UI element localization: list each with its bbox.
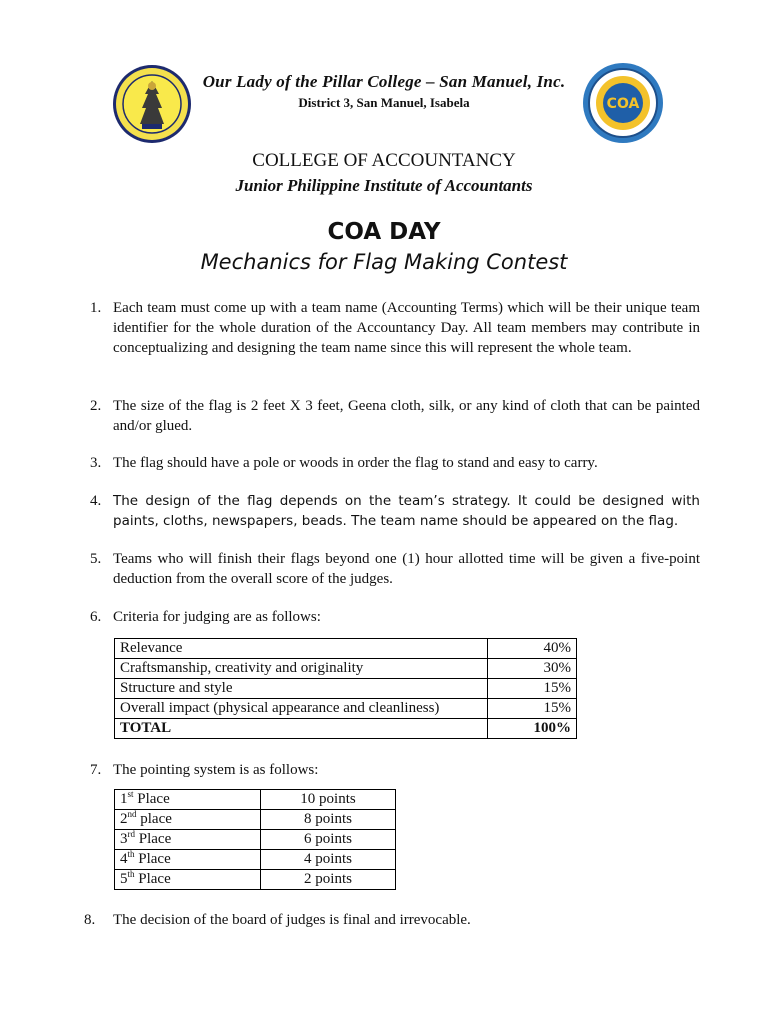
criteria-label: Structure and style	[115, 679, 488, 699]
points-value: 4 points	[261, 850, 396, 870]
rule-text: The pointing system is as follows:	[113, 762, 319, 778]
place-suffix: st	[127, 789, 134, 799]
rule-item	[90, 760, 700, 780]
rule-item	[90, 298, 700, 358]
place-cell	[115, 850, 261, 870]
rule-text: Criteria for judging are as follows:	[113, 609, 321, 625]
table-row	[115, 810, 396, 830]
table-row	[115, 639, 577, 659]
criteria-percent: 15%	[488, 679, 577, 699]
event-subtitle: Mechanics for Flag Making Contest	[200, 250, 568, 274]
place-ordinal: 1	[120, 791, 128, 807]
criteria-table	[114, 638, 577, 739]
place-ordinal: 5	[120, 871, 128, 887]
rule-item	[90, 607, 700, 627]
rule-text: The decision of the board of judges is final and irrevocable.	[113, 912, 471, 928]
rule-text: The design of the flag depends on the team’s strategy. It could be designed with paints, cloths, newspapers, beads. The team name should be appeared on the flag.	[113, 493, 700, 529]
place-suffix: nd	[127, 809, 137, 819]
rule-number: 8.	[84, 912, 96, 928]
place-suffix: th	[127, 869, 135, 879]
table-row	[115, 850, 396, 870]
rule-item	[90, 491, 700, 531]
college-name: Our Lady of the Pillar College – San Manuel, Inc.	[202, 72, 566, 91]
table-row	[115, 870, 396, 890]
table-row	[115, 679, 577, 699]
criteria-label: Relevance	[115, 639, 488, 659]
place-suffix: rd	[127, 829, 135, 839]
rule-text: The size of the flag is 2 feet X 3 feet, Geena cloth, silk, or any kind of cloth that can be painted and/or glued.	[113, 398, 700, 434]
place-cell	[115, 870, 261, 890]
points-value: 10 points	[261, 790, 396, 810]
college-address: District 3, San Manuel, Isabela	[298, 95, 470, 110]
rule-text: Each team must come up with a team name (Accounting Terms) which will be their unique team identifier for the whole duration of the Accountancy Day. All team members may contribute in conceptualizing and designing the team name since this will represent the whole team.	[113, 300, 700, 356]
place-cell	[115, 790, 261, 810]
criteria-label: Overall impact (physical appearance and cleanliness)	[115, 699, 488, 719]
event-title: COA DAY	[327, 219, 441, 245]
rule-item	[90, 453, 700, 473]
rule-item	[84, 910, 700, 930]
place-word: Place	[138, 871, 171, 887]
table-row	[115, 790, 396, 810]
rule-number: 6.	[90, 609, 102, 625]
criteria-percent: 40%	[488, 639, 577, 659]
organization-heading: Junior Philippine Institute of Accountants	[235, 176, 533, 195]
place-cell	[115, 830, 261, 850]
criteria-total-row	[115, 719, 577, 739]
place-word: Place	[138, 831, 172, 847]
table-row	[115, 699, 577, 719]
place-word: Place	[138, 851, 171, 867]
rule-item	[90, 549, 700, 589]
department-heading: COLLEGE OF ACCOUNTANCY	[252, 150, 516, 171]
rule-number: 3.	[90, 455, 102, 471]
points-value: 6 points	[261, 830, 396, 850]
points-table	[114, 789, 396, 890]
rule-item	[90, 396, 700, 436]
rule-number: 4.	[90, 493, 102, 509]
criteria-total-label: TOTAL	[115, 719, 488, 739]
rule-number: 7.	[90, 762, 102, 778]
criteria-percent: 15%	[488, 699, 577, 719]
table-row	[115, 830, 396, 850]
rule-number: 2.	[90, 398, 102, 414]
coa-logo-text: COA	[606, 96, 640, 112]
rule-number: 1.	[90, 300, 102, 316]
place-ordinal: 3	[120, 831, 128, 847]
rule-text: The flag should have a pole or woods in order the flag to stand and easy to carry.	[113, 455, 598, 471]
criteria-percent: 30%	[488, 659, 577, 679]
place-word: Place	[137, 791, 170, 807]
place-ordinal: 2	[120, 811, 128, 827]
rule-text: Teams who will finish their flags beyond one (1) hour allotted time will be given a five-point deduction from the overall score of the judges.	[113, 551, 700, 587]
place-suffix: th	[127, 849, 135, 859]
rule-number: 5.	[90, 551, 102, 567]
criteria-total-percent: 100%	[488, 719, 577, 739]
place-cell	[115, 810, 261, 830]
points-value: 2 points	[261, 870, 396, 890]
points-value: 8 points	[261, 810, 396, 830]
table-row	[115, 659, 577, 679]
place-word: place	[140, 811, 172, 827]
place-ordinal: 4	[120, 851, 128, 867]
criteria-label: Craftsmanship, creativity and originality	[115, 659, 488, 679]
